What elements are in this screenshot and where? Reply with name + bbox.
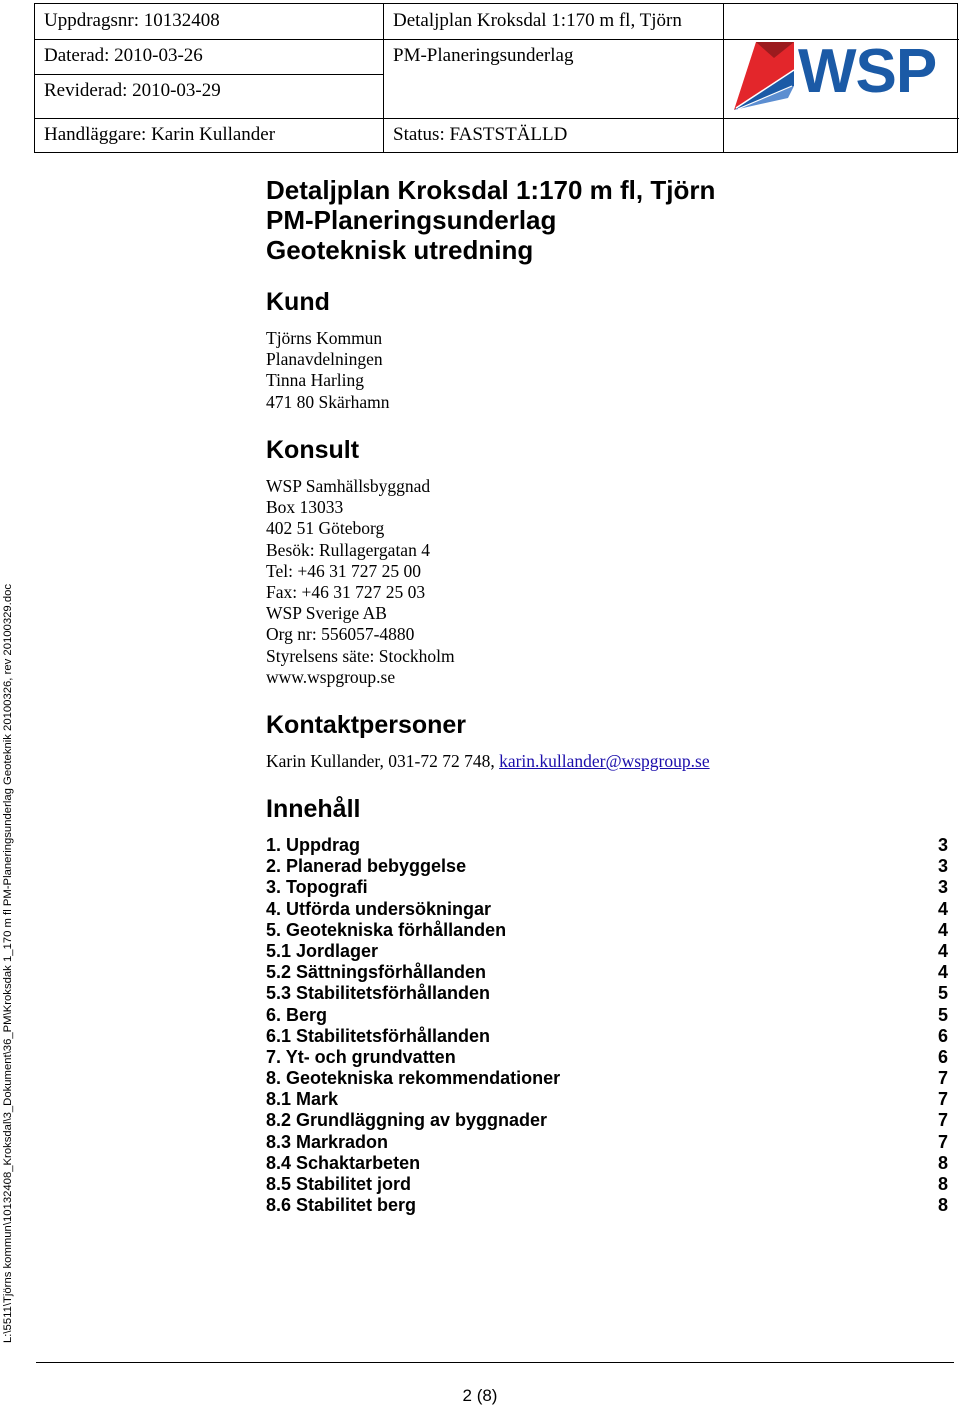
toc-entry-title: 8.4 Schaktarbeten: [266, 1152, 421, 1173]
contact-line: [266, 751, 710, 772]
address-line: Besök: Rullagergatan 4: [266, 539, 430, 560]
toc-entry-title: 5.1 Jordlager: [266, 940, 379, 961]
toc-entry-page: 6: [937, 1025, 948, 1046]
toc-entry-title: 5.3 Stabilitetsförhållanden: [266, 983, 491, 1004]
handler: Handläggare: Karin Kullander: [44, 124, 276, 145]
document-status: Status: FASTSTÄLLD: [393, 124, 568, 145]
toc-entry-page: 7: [937, 1110, 948, 1131]
toc-entry[interactable]: [266, 1068, 948, 1089]
toc-entry-title: 1. Uppdrag: [266, 835, 361, 855]
project-name: Detaljplan Kroksdal 1:170 m fl, Tjörn: [393, 10, 682, 31]
header-divider: [723, 4, 724, 152]
consultant-address: [266, 476, 455, 688]
toc-entry-page: 5: [937, 1004, 948, 1025]
address-line: Org nr: 556057-4880: [266, 624, 415, 645]
toc-entry-title: 8.2 Grundläggning av byggnader: [266, 1110, 548, 1131]
toc-entry-title: 8. Geotekniska rekommendationer: [266, 1068, 561, 1089]
toc-entry[interactable]: [266, 877, 948, 898]
title-line: Detaljplan Kroksdal 1:170 m fl, Tjörn: [266, 175, 716, 205]
toc-entry[interactable]: [266, 941, 948, 962]
consultant-heading: Konsult: [266, 436, 360, 464]
toc-entry-page: 3: [937, 877, 948, 898]
toc-entry-title: 6.1 Stabilitetsförhållanden: [266, 1025, 491, 1046]
toc-entry-page: 6: [937, 1046, 948, 1067]
toc-entry-title: 5.2 Sättningsförhållanden: [266, 962, 487, 983]
client-heading: Kund: [266, 288, 330, 316]
contact-text: Karin Kullander, 031-72 72 748,: [266, 751, 500, 771]
toc-entry[interactable]: [266, 1026, 948, 1047]
title-line: PM-Planeringsunderlag: [266, 205, 557, 235]
toc-entry[interactable]: [266, 1174, 948, 1195]
header-divider: [35, 39, 723, 40]
wsp-logo: [734, 40, 950, 114]
toc-entry-page: 7: [937, 1068, 948, 1089]
toc-entry-title: 8.6 Stabilitet berg: [266, 1195, 417, 1216]
toc-entry-page: 3: [937, 856, 948, 877]
document-type: PM-Planeringsunderlag: [393, 45, 574, 66]
contact-email-link[interactable]: karin.kullander@wspgroup.se: [499, 751, 710, 771]
toc-entry-title: 8.3 Markradon: [266, 1131, 389, 1152]
address-line: Tjörns Kommun: [266, 328, 383, 348]
address-line: WSP Sverige AB: [266, 603, 387, 624]
toc-entry[interactable]: [266, 1110, 948, 1131]
contacts-heading: Kontaktpersoner: [266, 711, 467, 739]
toc-entry-title: 6. Berg: [266, 1004, 328, 1025]
toc-entry-title: 8.1 Mark: [266, 1089, 339, 1110]
toc-entry-page: 3: [937, 835, 948, 855]
address-line: Planavdelningen: [266, 349, 383, 370]
toc-entry-page: 5: [937, 983, 948, 1004]
toc-entry-page: 4: [937, 962, 948, 983]
toc-entry-page: 4: [937, 940, 948, 961]
toc-entry[interactable]: [266, 1153, 948, 1174]
toc-entry-title: 8.5 Stabilitet jord: [266, 1174, 412, 1194]
toc-entry[interactable]: [266, 1195, 948, 1216]
header-divider: [383, 4, 384, 152]
address-line: Fax: +46 31 727 25 03: [266, 582, 426, 603]
toc-entry[interactable]: [266, 1132, 948, 1153]
address-line: Tel: +46 31 727 25 00: [266, 560, 421, 581]
svg-text:WSP: WSP: [798, 40, 937, 106]
toc-entry[interactable]: [266, 1005, 948, 1026]
header-divider: [35, 118, 959, 119]
toc-entry-title: 5. Geotekniska förhållanden: [266, 919, 507, 940]
toc-entry-title: 2. Planerad bebyggelse: [266, 856, 467, 877]
toc-entry[interactable]: [266, 962, 948, 983]
toc-heading: Innehåll: [266, 795, 361, 823]
assignment-number: Uppdragsnr: 10132408: [44, 10, 220, 31]
toc-entry-title: 3. Topografi: [266, 877, 368, 898]
toc-entry-page: 7: [937, 1131, 948, 1152]
address-line: 471 80 Skärhamn: [266, 391, 390, 412]
revised: Reviderad: 2010-03-29: [44, 80, 221, 101]
address-line: 402 51 Göteborg: [266, 518, 385, 539]
dated: Daterad: 2010-03-26: [44, 45, 203, 66]
toc-entry[interactable]: [266, 1047, 948, 1068]
toc-entry[interactable]: [266, 856, 948, 877]
toc-entry-page: 7: [937, 1089, 948, 1110]
toc-entry-page: 4: [937, 898, 948, 919]
client-address: [266, 328, 389, 413]
address-line: WSP Samhällsbyggnad: [266, 476, 431, 496]
toc-entry-page: 8: [937, 1195, 948, 1216]
toc-entry-page: 4: [937, 919, 948, 940]
toc-entry[interactable]: [266, 920, 948, 941]
address-line: Tinna Harling: [266, 370, 365, 391]
toc-entry[interactable]: [266, 983, 948, 1004]
page-number: 2 (8): [462, 1386, 498, 1405]
toc-entry[interactable]: [266, 835, 948, 856]
toc-entry[interactable]: [266, 1089, 948, 1110]
table-of-contents: [266, 835, 948, 1216]
toc-entry-title: 7. Yt- och grundvatten: [266, 1046, 456, 1067]
title-line: Geoteknisk utredning: [266, 235, 534, 265]
document-title: [266, 175, 715, 265]
toc-entry[interactable]: [266, 899, 948, 920]
toc-entry-title: 4. Utförda undersökningar: [266, 898, 492, 919]
footer-rule: [36, 1362, 954, 1363]
toc-entry-page: 8: [937, 1152, 948, 1173]
address-line: www.wspgroup.se: [266, 666, 396, 687]
toc-entry-page: 8: [937, 1174, 948, 1194]
address-line: Styrelsens säte: Stockholm: [266, 645, 455, 666]
address-line: Box 13033: [266, 497, 344, 518]
header-divider: [35, 74, 383, 75]
